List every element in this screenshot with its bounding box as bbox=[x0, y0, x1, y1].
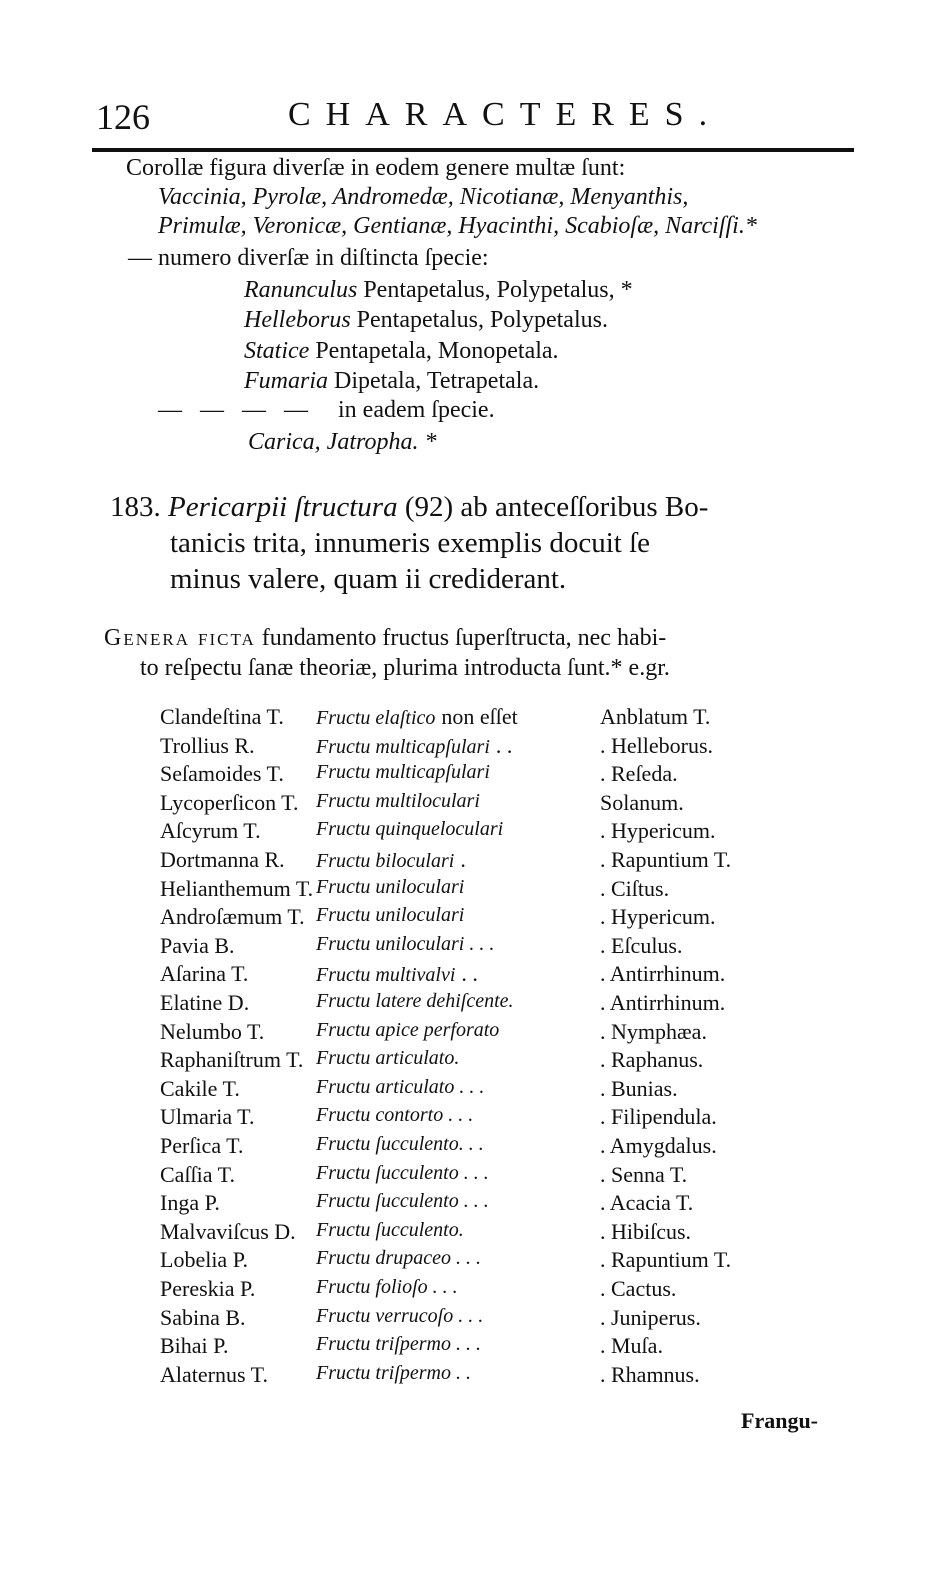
dashes-line bbox=[158, 396, 495, 424]
genus-name: Sabina B. bbox=[160, 1304, 246, 1330]
genus-name: Alaternus T. bbox=[160, 1361, 268, 1387]
becomes-genus: . Eſculus. bbox=[600, 932, 683, 958]
becomes-genus: . Antirrhinum. bbox=[600, 990, 726, 1015]
para183-line-2: tanicis trita, innumeris exemplis docuit ſe bbox=[170, 527, 651, 559]
becomes-genus: . Nymphæa. bbox=[600, 1018, 707, 1044]
becomes-genus: . Cactus. bbox=[600, 1276, 677, 1301]
fructus-text: Fructu quinqueloculari bbox=[316, 818, 504, 841]
becomes-genus: . Reſeda. bbox=[600, 761, 678, 787]
fructus-text: Fructu verrucoſo . . . bbox=[316, 1304, 484, 1327]
fructus-description bbox=[316, 1104, 473, 1127]
becomes-genus: . Senna T. bbox=[600, 1161, 688, 1187]
becomes-genus: . Juniperus. bbox=[600, 1304, 701, 1330]
species-rest: Pentapetalus, Polypetalus, * bbox=[363, 277, 633, 303]
table-row bbox=[160, 847, 840, 875]
fructus-description bbox=[316, 1133, 484, 1156]
fructus-description bbox=[316, 1333, 481, 1356]
corollae-line-2: Vaccinia, Pyrolæ, Andromedæ, Nicotianæ, Menyanthis, bbox=[158, 184, 689, 210]
genus-name: Seſamoides T. bbox=[160, 761, 284, 787]
fructus-description bbox=[316, 733, 512, 759]
species-line-ranunculus bbox=[244, 276, 633, 304]
fructus-link: . . bbox=[461, 961, 478, 987]
table-row bbox=[160, 1104, 840, 1132]
fructus-description bbox=[316, 1047, 459, 1070]
genus-name: Aſarina T. bbox=[160, 961, 249, 987]
corollae-line-3: Primulæ, Veronicæ, Gentianæ, Hyacinthi, Scabioſæ, Narciſſi.* bbox=[158, 213, 757, 239]
fructus-description bbox=[316, 1076, 484, 1099]
running-title: CHARACTERES. bbox=[288, 96, 723, 133]
genus-name: Androſæmum T. bbox=[160, 904, 305, 930]
dashes: — — — — bbox=[158, 397, 314, 423]
table-row bbox=[160, 704, 840, 732]
fructus-description bbox=[316, 904, 464, 927]
genus-name: Perſica T. bbox=[160, 1133, 244, 1158]
fructus-text: Fructu ſucculento . . . bbox=[316, 1161, 489, 1184]
becomes-genus: . Acacia T. bbox=[600, 1190, 694, 1216]
fructus-description bbox=[316, 1247, 481, 1270]
becomes-genus: . Amygdalus. bbox=[600, 1133, 717, 1158]
genus-name: Trollius R. bbox=[160, 732, 255, 758]
becomes-genus: . Antirrhinum. bbox=[600, 961, 726, 987]
page-number: 126 bbox=[96, 97, 150, 137]
fructus-text: Fructu ſucculento. bbox=[316, 1218, 464, 1241]
header-rule bbox=[92, 148, 854, 152]
fructus-description bbox=[316, 761, 490, 784]
fructus-description bbox=[316, 1305, 483, 1328]
fructus-description bbox=[316, 1190, 489, 1213]
fructus-description bbox=[316, 818, 503, 841]
becomes-genus: . Rapuntium T. bbox=[600, 847, 732, 872]
fructus-description bbox=[316, 933, 494, 956]
genera-line-2: to reſpectu ſanæ theoriæ, plurima introducta ſunt.* e.gr. bbox=[140, 655, 670, 681]
fructus-text: Fructu latere dehiſcente. bbox=[316, 990, 514, 1012]
fructus-description bbox=[316, 704, 518, 730]
table-row bbox=[160, 1219, 840, 1247]
fructus-text: Fructu biloculari bbox=[316, 850, 455, 872]
table-row bbox=[160, 1362, 840, 1390]
genus-name: Dortmanna R. bbox=[160, 847, 285, 872]
corollae-line-1: Corollæ figura diverſæ in eodem genere multæ ſunt: bbox=[126, 155, 626, 181]
fructus-description bbox=[316, 1276, 458, 1299]
paragraph-ref: (92) bbox=[404, 491, 454, 523]
page-header bbox=[92, 96, 852, 140]
fructus-description bbox=[316, 847, 466, 873]
fructus-text: Fructu multivalvi bbox=[316, 964, 456, 987]
table-row bbox=[160, 961, 840, 989]
table-row bbox=[160, 1076, 840, 1104]
fructus-text: Fructu ſucculento. . . bbox=[316, 1133, 484, 1155]
genus-name: Helianthemum T. bbox=[160, 875, 314, 901]
table-row bbox=[160, 1247, 840, 1275]
becomes-genus: . Hypericum. bbox=[600, 818, 716, 844]
becomes-genus: . Raphanus. bbox=[600, 1047, 704, 1073]
table-row bbox=[160, 876, 840, 904]
fructus-link: . bbox=[460, 847, 466, 872]
table-row bbox=[160, 1305, 840, 1333]
species-genus: Helleborus bbox=[244, 307, 351, 333]
genus-name: Malvaviſcus D. bbox=[160, 1218, 296, 1244]
fructus-text: Fructu ſucculento . . . bbox=[316, 1190, 489, 1213]
species-genus: Statice bbox=[244, 338, 310, 364]
genera-lead: Genera ficta bbox=[104, 625, 256, 651]
genus-name: Ulmaria T. bbox=[160, 1104, 255, 1130]
becomes-genus: . Bunias. bbox=[600, 1075, 678, 1101]
becomes-genus: . Helleborus. bbox=[600, 732, 714, 758]
fructus-text: Fructu uniloculari bbox=[316, 875, 465, 898]
table-row bbox=[160, 818, 840, 846]
species-genus: Fumaria bbox=[244, 368, 328, 394]
table-row bbox=[160, 1133, 840, 1161]
fructus-text: Fructu articulato . . . bbox=[316, 1075, 485, 1098]
table-row bbox=[160, 1333, 840, 1361]
fructus-text: Fructu multicapſulari bbox=[316, 761, 490, 784]
genus-name: Caſſia T. bbox=[160, 1161, 235, 1187]
genera-line1-rest: fundamento fructus ſuperſtructa, nec habi- bbox=[261, 625, 667, 651]
table-row bbox=[160, 1047, 840, 1075]
fructus-text: Fructu elaſtico bbox=[316, 707, 436, 729]
fructus-description bbox=[316, 990, 514, 1013]
becomes-genus: Anblatum T. bbox=[600, 704, 711, 729]
fructus-text: Fructu articulato. bbox=[316, 1047, 460, 1070]
fructus-description bbox=[316, 790, 480, 813]
genus-name: Cakile T. bbox=[160, 1075, 240, 1101]
species-rest: Pentapetalus, Polypetalus. bbox=[356, 307, 608, 333]
table-row bbox=[160, 1162, 840, 1190]
fructus-link: non eſſet bbox=[441, 704, 518, 729]
fructus-text: Fructu triſpermo . . bbox=[316, 1361, 471, 1384]
genus-name: Inga P. bbox=[160, 1190, 220, 1216]
species-genus: Ranunculus bbox=[244, 277, 358, 303]
fructus-text: Fructu drupaceo . . . bbox=[316, 1247, 481, 1270]
becomes-genus: . Hibiſcus. bbox=[600, 1218, 692, 1244]
becomes-genus: . Ciſtus. bbox=[600, 875, 670, 901]
fructus-text: Fructu multiloculari bbox=[316, 789, 480, 812]
paragraph-line1-rest: ab anteceſſoribus Bo- bbox=[460, 491, 709, 523]
becomes-genus: . Rapuntium T. bbox=[600, 1247, 732, 1273]
paragraph-number: 183. bbox=[110, 491, 161, 523]
fructus-description bbox=[316, 1019, 499, 1042]
fructus-description bbox=[316, 1219, 464, 1242]
genera-line-1 bbox=[104, 624, 666, 652]
fructus-description bbox=[316, 1162, 489, 1185]
genus-name: Lycoperſicon T. bbox=[160, 789, 299, 815]
table-row bbox=[160, 1190, 840, 1218]
becomes-genus: . Muſa. bbox=[600, 1333, 663, 1359]
table-row bbox=[160, 990, 840, 1018]
fructus-link: . . bbox=[495, 732, 513, 758]
genus-name: Clandeſtina T. bbox=[160, 704, 284, 729]
genus-name: Elatine D. bbox=[160, 990, 250, 1015]
genus-name: Nelumbo T. bbox=[160, 1018, 265, 1044]
fructus-text: Fructu uniloculari bbox=[316, 904, 465, 927]
fructus-text: Fructu folioſo . . . bbox=[316, 1276, 458, 1298]
paragraph-title: Pericarpii ſtructura bbox=[168, 491, 398, 523]
genus-name: Lobelia P. bbox=[160, 1247, 248, 1273]
catchword: Frangu- bbox=[741, 1408, 818, 1433]
fructus-text: Fructu triſpermo . . . bbox=[316, 1333, 481, 1356]
table-row bbox=[160, 790, 840, 818]
fructus-text: Fructu multicapſulari bbox=[316, 735, 490, 758]
becomes-genus: . Rhamnus. bbox=[600, 1361, 700, 1387]
para183-line-3: minus valere, quam ii crediderant. bbox=[170, 563, 567, 595]
species-line-helleborus bbox=[244, 306, 608, 334]
becomes-genus: Solanum. bbox=[600, 789, 684, 815]
genus-name: Aſcyrum T. bbox=[160, 818, 261, 844]
becomes-genus: . Filipendula. bbox=[600, 1104, 717, 1130]
genus-name: Raphaniſtrum T. bbox=[160, 1047, 304, 1073]
para183-line-1 bbox=[110, 490, 708, 524]
fructus-description bbox=[316, 961, 478, 987]
table-row bbox=[160, 1276, 840, 1304]
corollae-line-4: — numero diverſæ in diſtincta ſpecie: bbox=[128, 245, 489, 271]
genus-name: Pavia B. bbox=[160, 932, 235, 958]
fructus-text: Fructu uniloculari . . . bbox=[316, 932, 495, 955]
fructus-text: Fructu contorto . . . bbox=[316, 1104, 474, 1127]
species-line-fumaria bbox=[244, 367, 539, 395]
species-line-statice bbox=[244, 337, 559, 365]
fructus-text: Fructu apice perforato bbox=[316, 1018, 500, 1041]
genus-name: Pereskia P. bbox=[160, 1276, 256, 1301]
table-row bbox=[160, 733, 840, 761]
carica-line: Carica, Jatropha. * bbox=[248, 429, 437, 455]
table-row bbox=[160, 761, 840, 789]
fructus-description bbox=[316, 876, 464, 899]
table-row bbox=[160, 904, 840, 932]
table-row bbox=[160, 1019, 840, 1047]
genus-name: Bihai P. bbox=[160, 1333, 229, 1359]
fructus-description bbox=[316, 1362, 471, 1385]
species-rest: Pentapetala, Monopetala. bbox=[315, 338, 559, 364]
in-eadem-specie: in eadem ſpecie. bbox=[338, 397, 495, 423]
becomes-genus: . Hypericum. bbox=[600, 904, 716, 930]
table-row bbox=[160, 933, 840, 961]
species-rest: Dipetala, Tetrapetala. bbox=[334, 368, 540, 394]
